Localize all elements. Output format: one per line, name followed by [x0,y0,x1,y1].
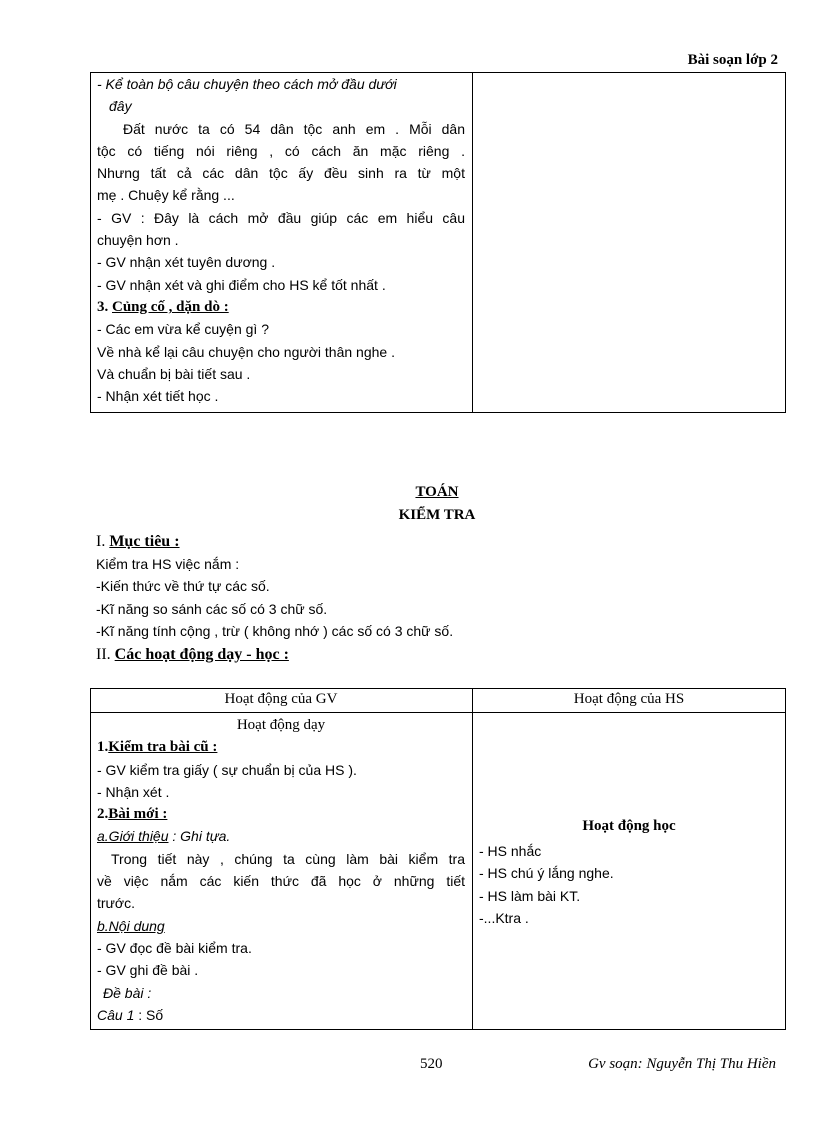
review-question: - Các em vừa kể cuyện gì ? [97,321,269,338]
intro-text: trước. [97,895,135,912]
story-text-line: tộc có tiếng nói riêng , có cách ăn mặc riêng . [97,142,465,159]
header-hs: Hoạt động của HS [573,691,685,707]
activities-title: Các hoạt động dạy - học : [114,646,289,663]
question-1-rest: : Số [134,1006,164,1023]
question-1 [97,1004,465,1026]
gv-activity-cell [97,714,465,1026]
story-instruction: - Kể toàn bộ câu chuyện theo cách mở đầu dưới [97,76,397,92]
intro-text: Trong tiết này , chúng ta cùng làm bài kiểm tra [111,850,465,867]
story-text-line: mẹ . Chuệy kể rằng ... [97,187,235,204]
intro-text: về việc nắm các kiến thức đã học ở những tiết [97,873,465,890]
table-divider [472,688,473,1030]
section-3-heading [97,296,465,318]
story-instruction-cont: đây [109,98,132,115]
author-line: Gv soạn: Nguyễn Thị Thu Hiền [588,1056,776,1072]
gv-line: - GV đọc đề bài kiểm tra. [97,939,252,956]
section-1-heading [97,736,465,758]
story-text-line: Đất nước ta có 54 dân tộc anh em . Mỗi dân [123,120,465,137]
homework-line: Và chuẩn bị bài tiết sau . [97,365,251,382]
gv-note: - GV : Đây là cách mở đầu giúp các em hiểu câu [97,209,465,226]
story-table-gv-cell [97,73,465,407]
question-1-label: Câu 1 [97,1006,135,1023]
homework-line: Về nhà kể lại câu chuyện cho người thân nghe . [97,343,395,360]
activities-heading [96,644,289,666]
header-gv: Hoạt động của GV [224,691,338,707]
hs-activity-cell [479,840,614,929]
objective-item: -Kĩ năng so sánh các số có 3 chữ số. [96,600,328,617]
hs-subheading: Hoạt động học [582,818,676,834]
exam-heading: Đề bài : [103,984,152,1001]
objective-item: -Kiến thức về thứ tự các số. [96,578,270,595]
hs-line: - HS nhắc [479,843,542,859]
lesson-review: - Nhận xét tiết học . [97,388,219,405]
intro-rest: : Ghi tựa. [168,828,231,845]
section-3-title: Củng cố , dặn dò : [112,298,229,315]
section-2-heading [97,803,465,825]
section-2-number: 2. [97,806,109,823]
section-1-number: 1. [97,739,109,756]
section-3-number: 3. [97,298,109,315]
gv-line: - GV ghi đề bài . [97,962,199,979]
section-1-title: Kiểm tra bài cũ : [108,739,218,756]
table-divider [472,72,473,413]
lesson-title: KIỂM TRA [398,507,476,523]
gv-line: - Nhận xét . [97,783,170,800]
gv-subheading: Hoạt động dạy [236,717,326,733]
intro-line [97,825,465,847]
hs-line: - HS chú ý lắng nghe. [479,865,614,882]
page-number: 520 [420,1056,443,1072]
objectives-number: I. [96,533,106,550]
content-heading: b.Nội dung [97,917,165,934]
objectives-list [96,553,453,642]
objective-item: -Kĩ năng tính cộng , trừ ( không nhớ ) các số có 3 chữ số. [96,622,454,639]
hs-line: -...Ktra . [479,909,529,926]
activities-number: II. [96,646,111,663]
objectives-title: Mục tiêu : [109,533,180,550]
hs-line: - HS làm bài KT. [479,887,581,904]
subject-title: TOÁN [415,484,459,500]
section-2-title: Bài mới : [108,806,168,823]
header-title: Bài soạn lớp 2 [687,52,778,68]
gv-grade: - GV nhận xét và ghi điểm cho HS kể tốt nhất . [97,276,386,293]
gv-praise: - GV nhận xét tuyên dương . [97,254,276,271]
table-header-rule [90,712,786,713]
objective-item: Kiểm tra HS việc nắm : [96,556,240,572]
story-text-line: Nhưng tất cả các dân tộc ấy đều sinh ra từ một [97,165,465,182]
objectives-heading [96,531,180,553]
gv-note-cont: chuyện hơn . [97,232,179,249]
gv-line: - GV kiểm tra giấy ( sự chuẩn bị của HS ). [97,761,357,778]
intro-label: a.Giới thiệu [97,828,169,845]
